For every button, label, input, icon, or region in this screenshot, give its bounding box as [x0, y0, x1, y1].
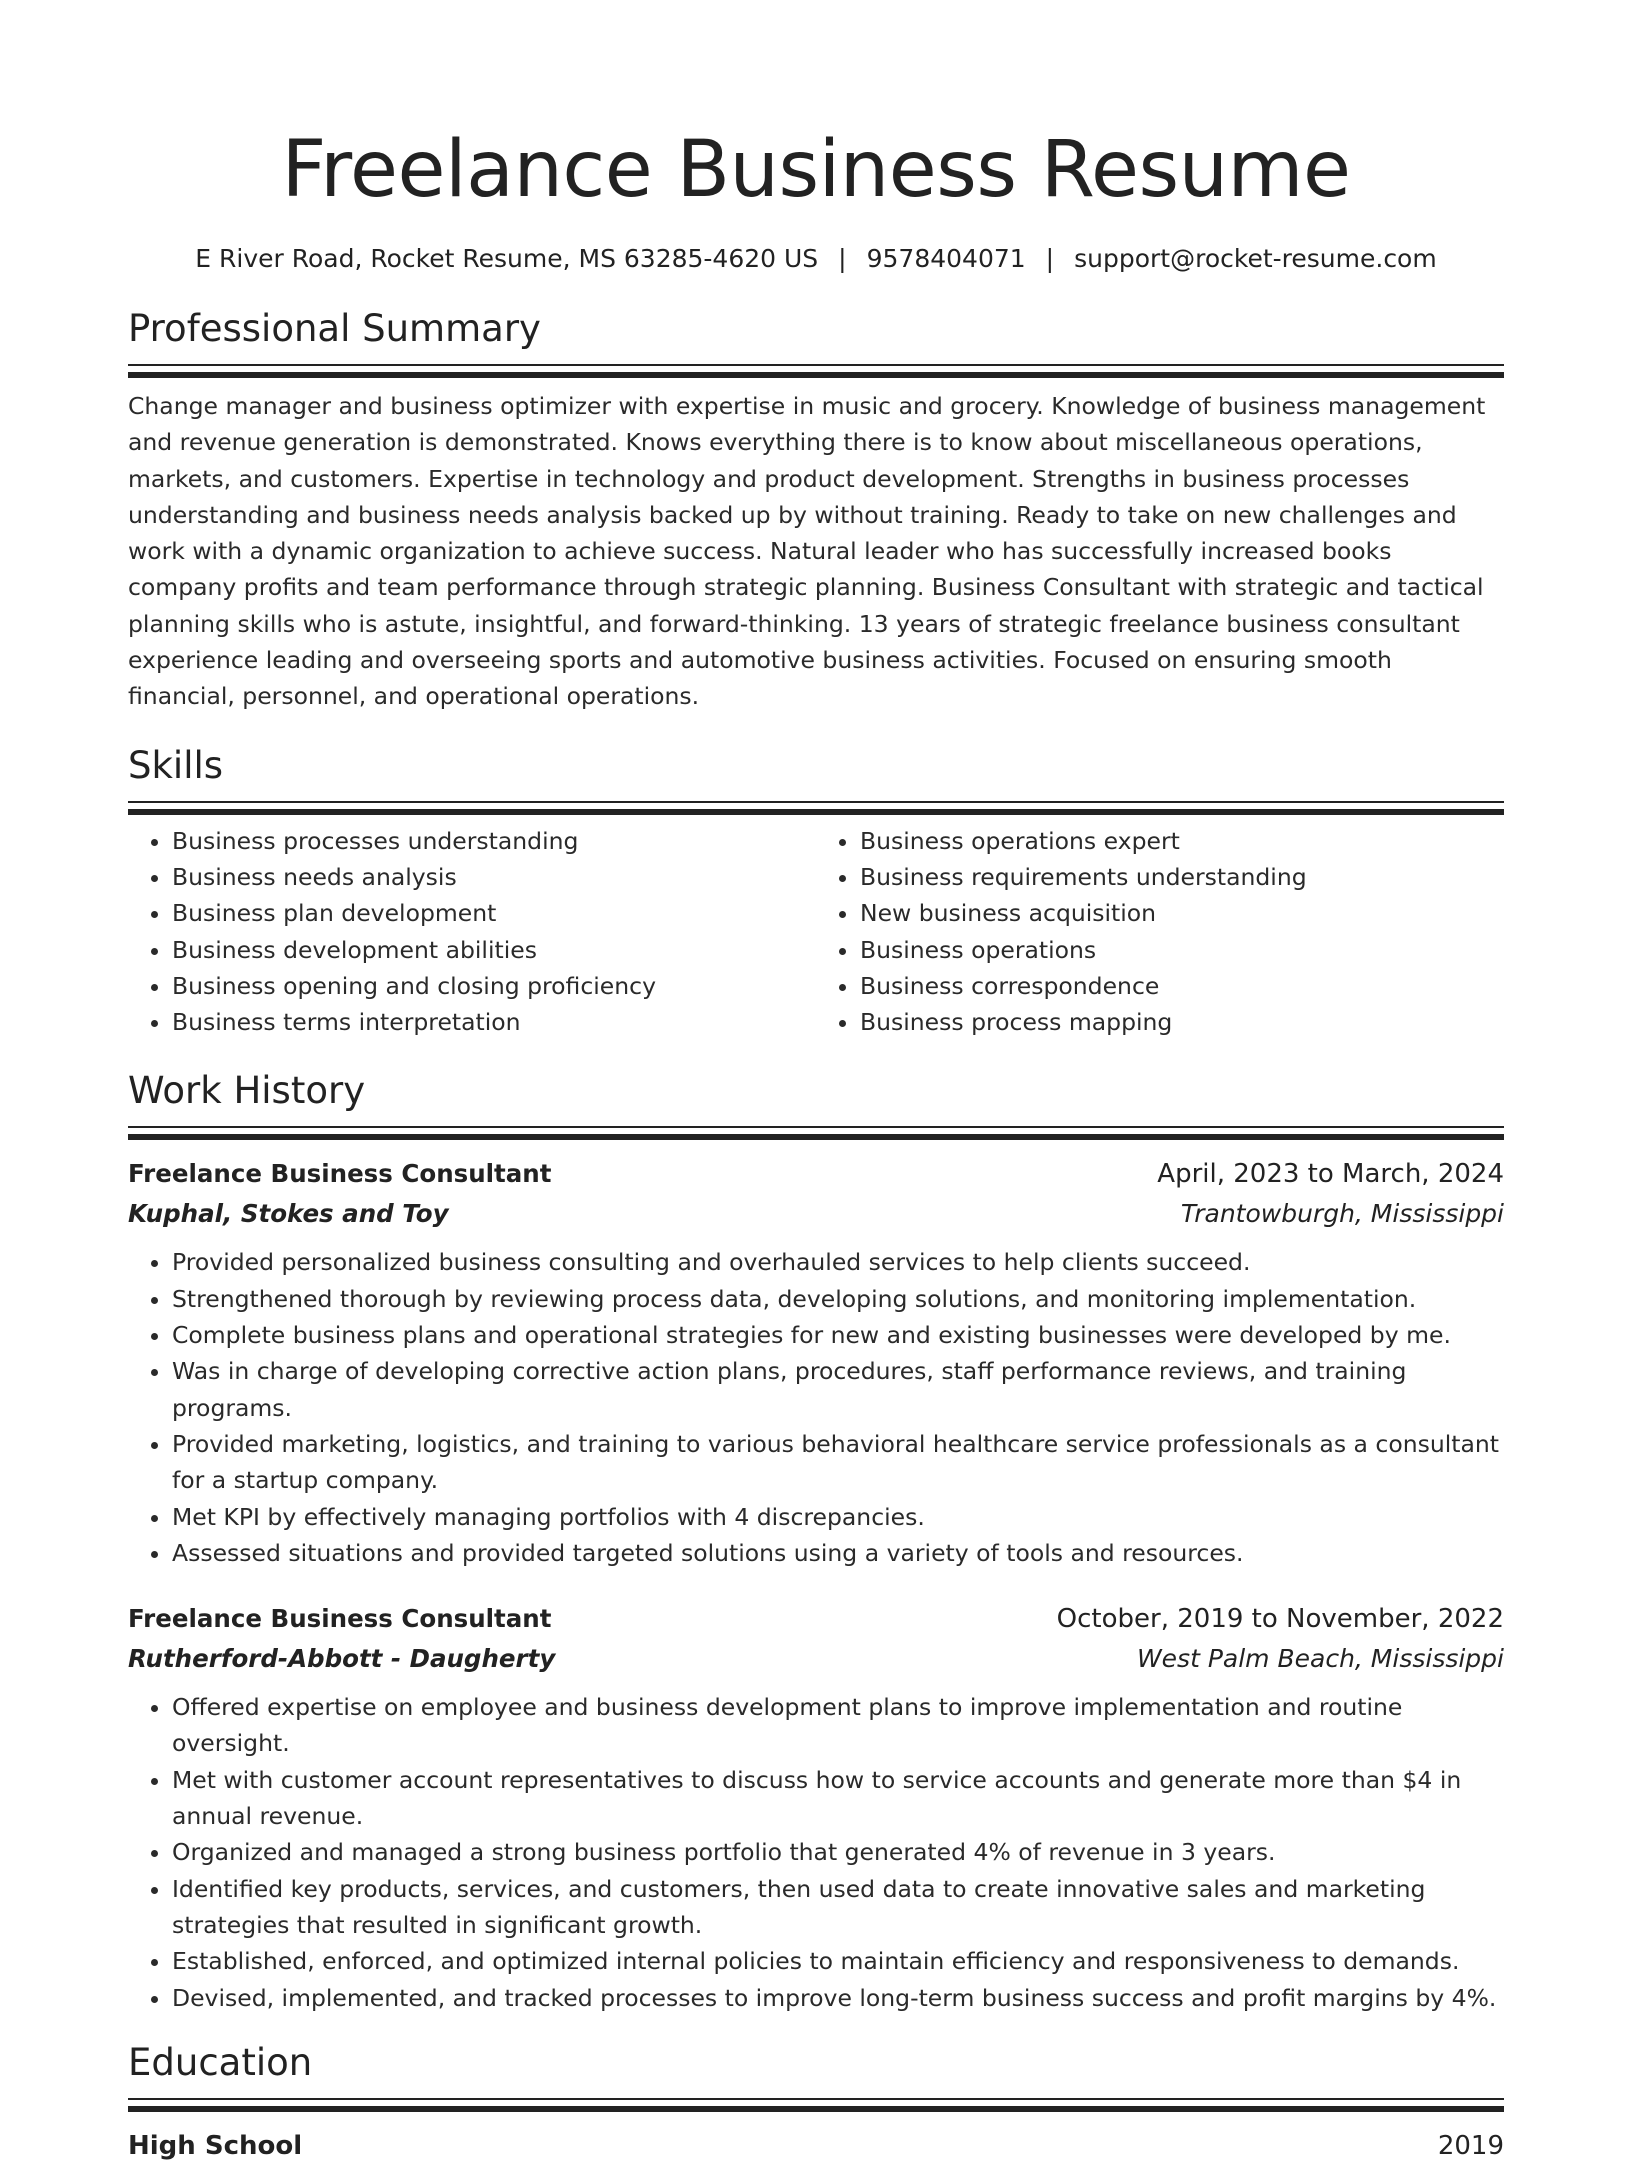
job-bullets — [128, 1689, 1504, 2016]
job-bullet: • Identified key products, services, and customers, then used data to create innovative sales and marketing strategies that resulted in significant growth. — [172, 1871, 1504, 1944]
summary-section — [128, 306, 1504, 715]
job-dates: April, 2023 to March, 2024 — [1157, 1159, 1504, 1190]
job-header-row — [128, 1154, 1504, 1194]
skill-item: • Business operations expert — [860, 823, 1504, 859]
section-divider — [128, 364, 1504, 378]
job-bullet: • Complete business plans and operational strategies for new and existing businesses were developed by me. — [172, 1317, 1504, 1353]
skill-item: • Business process mapping — [860, 1004, 1504, 1040]
job-bullets — [128, 1244, 1504, 1571]
skill-item: • Business processes understanding — [172, 823, 816, 859]
work-history-heading: Work History — [128, 1069, 366, 1113]
education-heading: Education — [128, 2040, 313, 2084]
skill-item: • Business terms interpretation — [172, 1004, 816, 1040]
job-bullet: • Was in charge of developing corrective action plans, procedures, staff performance reviews, and training programs. — [172, 1353, 1504, 1426]
job-title: Freelance Business Consultant — [128, 1159, 552, 1189]
resume-title: Freelance Business Resume — [281, 125, 1351, 215]
section-divider — [128, 2098, 1504, 2112]
job-bullet: • Established, enforced, and optimized internal policies to maintain efficiency and responsiveness to demands. — [172, 1943, 1504, 1979]
skill-item: • Business development abilities — [172, 932, 816, 968]
job-title: Freelance Business Consultant — [128, 1604, 552, 1634]
job-entry — [128, 1154, 1504, 1571]
contact-separator: | — [1045, 244, 1055, 273]
job-location: Trantowburgh, Mississippi — [1180, 1199, 1504, 1229]
job-company: Kuphal, Stokes and Toy — [128, 1199, 449, 1229]
job-bullet: • Provided marketing, logistics, and training to various behavioral healthcare service professionals as a consultant for a startup company. — [172, 1426, 1504, 1499]
education-section — [128, 2040, 1504, 2166]
job-bullet: • Organized and managed a strong business portfolio that generated 4% of revenue in 3 years. — [172, 1834, 1504, 1870]
job-company-row — [128, 1639, 1504, 1679]
education-entry — [128, 2126, 1504, 2166]
work-history-section — [128, 1068, 1504, 2015]
summary-heading: Professional Summary — [128, 307, 541, 350]
job-bullet: • Offered expertise on employee and business development plans to improve implementation and routine oversight. — [172, 1689, 1504, 1762]
skill-item: • Business plan development — [172, 895, 816, 931]
job-bullet: • Devised, implemented, and tracked processes to improve long-term business success and profit margins by 4%. — [172, 1980, 1504, 2016]
resume-page — [128, 0, 1504, 2166]
job-company: Rutherford-Abbott - Daugherty — [128, 1644, 556, 1674]
section-divider — [128, 1126, 1504, 1140]
job-header-row — [128, 1599, 1504, 1639]
skill-item: • Business opening and closing proficiency — [172, 968, 816, 1004]
contact-line — [128, 242, 1504, 276]
skills-heading: Skills — [128, 743, 224, 787]
contact-email: support@rocket-resume.com — [1074, 244, 1437, 273]
skills-columns — [128, 823, 1504, 1041]
skill-item: • Business correspondence — [860, 968, 1504, 1004]
skills-section — [128, 743, 1504, 1041]
section-divider — [128, 801, 1504, 815]
skill-item: • Business operations — [860, 932, 1504, 968]
education-title: High School — [128, 2130, 303, 2161]
job-location: West Palm Beach, Mississippi — [1136, 1644, 1504, 1674]
job-bullet: • Met KPI by effectively managing portfolios with 4 discrepancies. — [172, 1499, 1504, 1535]
education-year: 2019 — [1437, 2130, 1504, 2161]
job-entry — [128, 1599, 1504, 2016]
contact-address: E River Road, Rocket Resume, MS 63285-4620 US — [195, 244, 819, 273]
skills-list-right — [816, 823, 1504, 1041]
skills-list-left — [128, 823, 816, 1041]
skill-item: • Business needs analysis — [172, 859, 816, 895]
job-company-row — [128, 1194, 1504, 1234]
job-bullet: • Met with customer account representatives to discuss how to service accounts and generate more than $4 in annual revenue. — [172, 1762, 1504, 1835]
contact-phone: 9578404071 — [866, 244, 1026, 273]
contact-separator: | — [838, 244, 847, 273]
skill-item: • Business requirements understanding — [860, 859, 1504, 895]
job-bullet: • Provided personalized business consulting and overhauled services to help clients succeed. — [172, 1244, 1504, 1280]
job-bullet: • Assessed situations and provided targeted solutions using a variety of tools and resources. — [172, 1535, 1504, 1571]
skill-item: • New business acquisition — [860, 895, 1504, 931]
job-bullet: • Strengthened thorough by reviewing process data, developing solutions, and monitoring implementation. — [172, 1281, 1504, 1317]
job-dates: October, 2019 to November, 2022 — [1056, 1604, 1504, 1635]
summary-text: Change manager and business optimizer with expertise in music and grocery. Knowledge of business management and revenue generation is demonstrated. Knows everything there is to know about miscellaneous operations, markets, and customers. Expertise in technology and product development. Strengths in business processes understanding and business needs analysis backed up by without training. Ready to take on new challenges and work with a dynamic organization to achieve success. Natural leader who has successfully increased books company profits and team performance through strategic planning. Business Consultant with strategic and tactical planning skills who is astute, insightful, and forward-thinking. 13 years of strategic freelance business consultant experience leading and overseeing sports and automotive business activities. Focused on ensuring smooth financial, personnel, and operational operations. — [128, 392, 1486, 711]
